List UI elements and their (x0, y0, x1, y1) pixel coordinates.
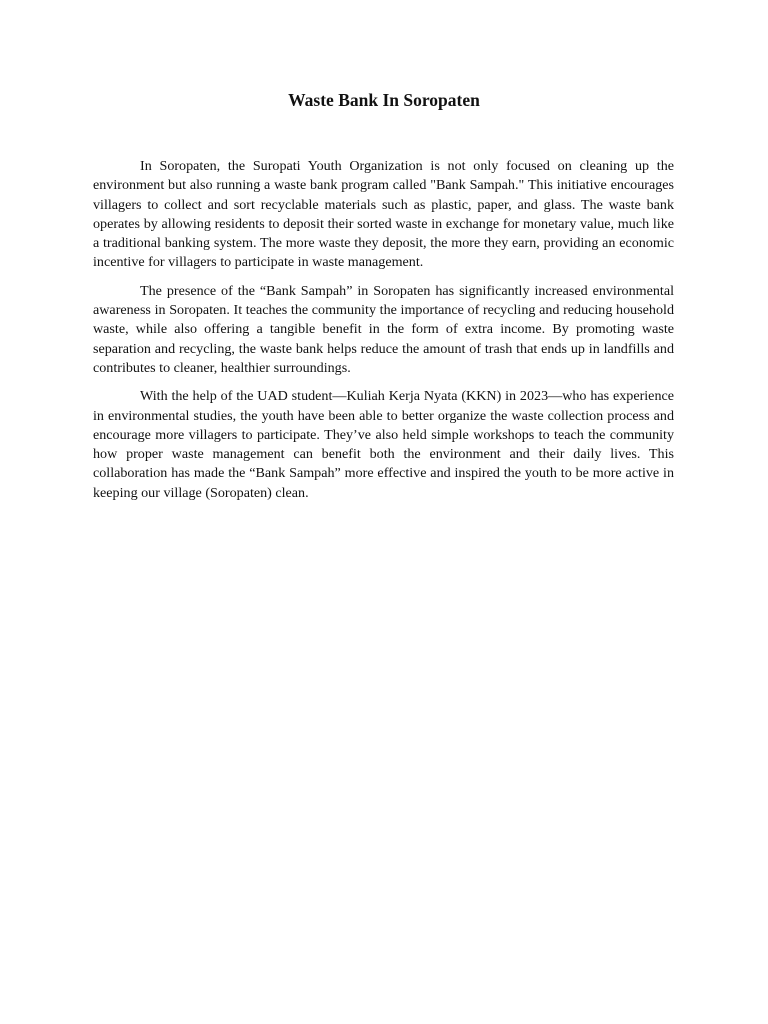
document-title: Waste Bank In Soropaten (288, 90, 480, 110)
paragraph-3: With the help of the UAD student—Kuliah Kerja Nyata (KKN) in 2023—who has experience in environmental studies, the youth have been able to better organize the waste collection process and encourage more villagers to participate. They’ve also held simple workshops to teach the community how proper waste management can benefit both the environment and their daily lives. This collaboration has made the “Bank Sampah” more effective and inspired the youth to be more active in keeping our village (Soropaten) clean. (93, 388, 674, 501)
paragraph-1: In Soropaten, the Suropati Youth Organization is not only focused on cleaning up the environment but also running a waste bank program called "Bank Sampah." This initiative encourages villagers to collect and sort recyclable materials such as plastic, paper, and glass. The waste bank operates by allowing residents to deposit their sorted waste in exchange for monetary value, much like a traditional banking system. The more waste they deposit, the more they earn, providing an economic incentive for villagers to participate in waste management. (93, 158, 674, 271)
document-body (93, 157, 674, 512)
paragraph-2: The presence of the “Bank Sampah” in Soropaten has significantly increased environmental awareness in Soropaten. It teaches the community the importance of recycling and reducing household waste, while also offering a tangible benefit in the form of extra income. By promoting waste separation and recycling, the waste bank helps reduce the amount of trash that ends up in landfills and contributes to cleaner, healthier surroundings. (93, 282, 674, 376)
